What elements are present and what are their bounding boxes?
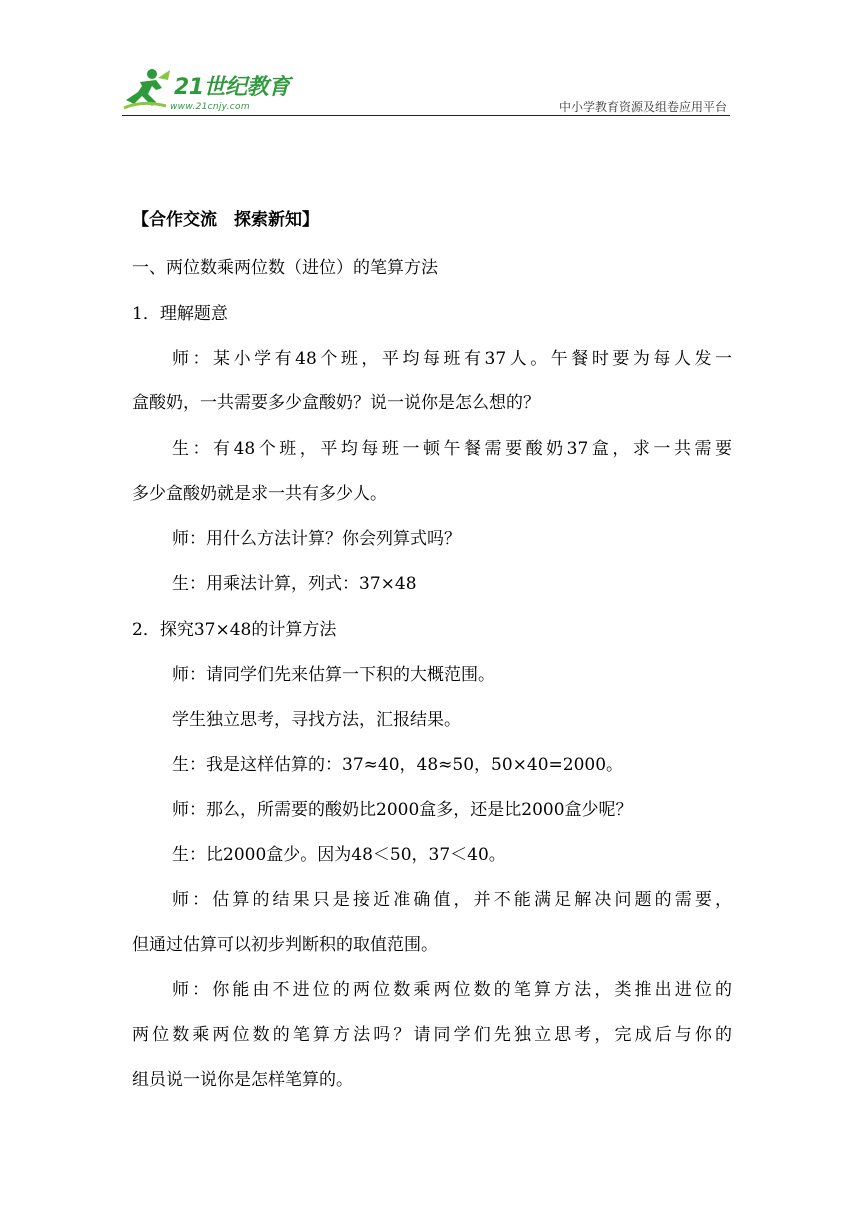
paragraph-9: 生：比2000盒少。因为48＜50，37＜40。 <box>172 845 506 865</box>
paragraph-7: 生：我是这样估算的：37≈40，48≈50，50×40=2000。 <box>172 755 624 775</box>
paragraph-4: 生：用乘法计算，列式：37×48 <box>172 574 417 594</box>
section-title: 【合作交流 探索新知】 <box>132 210 319 230</box>
paragraph-3: 师：用什么方法计算？你会列算式吗？ <box>172 529 461 549</box>
paragraph-10-line-1: 师：估算的结果只是接近准确值，并不能满足解决问题的需要， <box>172 890 732 910</box>
header-divider <box>122 115 730 116</box>
paragraph-1-line-1: 师：某小学有48个班，平均每班有37人。午餐时要为每人发一 <box>172 349 732 369</box>
step-1-heading: 1．理解题意 <box>132 304 228 324</box>
paragraph-6: 学生独立思考，寻找方法，汇报结果。 <box>172 710 461 730</box>
paragraph-5: 师：请同学们先来估算一下积的大概范围。 <box>172 665 495 685</box>
paragraph-11-line-1: 师：你能由不进位的两位数乘两位数的笔算方法，类推出进位的 <box>172 980 732 1000</box>
paragraph-11-line-3: 组员说一说你是怎样笔算的。 <box>132 1070 353 1090</box>
platform-name: 中小学教育资源及组卷应用平台 <box>558 100 727 114</box>
paragraph-2-line-1: 生：有48个班，平均每班一顿午餐需要酸奶37盒，求一共需要 <box>172 439 732 459</box>
logo-url: www.21cnjy.com <box>170 102 250 112</box>
page-header <box>0 0 860 120</box>
paragraph-2-line-2: 多少盒酸奶就是求一共有多少人。 <box>132 484 387 504</box>
heading-1: 一、两位数乘两位数（进位）的笔算方法 <box>132 258 438 278</box>
runner-icon <box>122 66 172 114</box>
paragraph-10-line-2: 但通过估算可以初步判断积的取值范围。 <box>132 935 438 955</box>
paragraph-1-line-2: 盒酸奶，一共需要多少盒酸奶？说一说你是怎么想的？ <box>132 393 540 413</box>
logo-text: 21世纪教育 <box>174 75 290 100</box>
paragraph-8: 师：那么，所需要的酸奶比2000盒多，还是比2000盒少呢？ <box>172 800 633 820</box>
step-2-heading: 2．探究37×48的计算方法 <box>132 620 337 640</box>
paragraph-11-line-2: 两位数乘两位数的笔算方法吗？请同学们先独立思考，完成后与你的 <box>132 1025 732 1045</box>
logo <box>122 66 292 118</box>
